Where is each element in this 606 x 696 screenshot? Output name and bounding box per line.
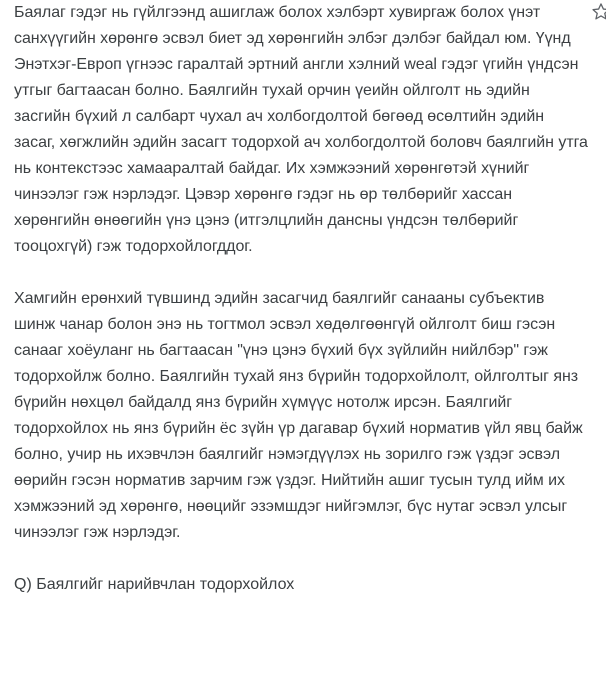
- paragraph-2: Хамгийн ерөнхий түвшинд эдийн засагчид баялгийг санааны субъектив шинж чанар болон энэ нь тогтмол эсвэл хөдөлгөөнгүй ойлголт биш гэсэн санааг хоёуланг нь багтаасан "үнэ цэнэ бүхий бүх зүйлийн нийлбэр" гэж тодорхойлж болно. Баялгийн тухай янз бүрийн тодорхойлолт, ойлголтыг янз бүрийн нөхцөл байдалд янз бүрийн хүмүүс нотолж ирсэн. Баялгийг тодорхойлох нь янз бүрийн ёс зүйн үр дагавар бүхий норматив үйл явц байж болно, учир нь ихэвчлэн баялгийг нэмэгдүүлэх нь зорилго гэж үздэг эсвэл өөрийн гэсэн норматив зарчим гэж үздэг. Нийтийн ашиг тусын тулд ийм их хэмжээний эд хөрөнгө, нөөцийг эзэмшдэг нийгэмлэг, бүс нутаг эсвэл улсыг чинээлэг гэж нэрлэдэг.: [14, 290, 583, 541]
- star-icon[interactable]: [590, 1, 606, 23]
- paragraph-1: Баялаг гэдэг нь гүйлгээнд ашиглаж болох хэлбэрт хувиргаж болох үнэт санхүүгийн хөрөнгө эсвэл биет эд хөрөнгийн элбэг дэлбэг байдал юм. Үүнд Энэтхэг-Европ үгнээс гаралтай эртний англи хэлний weal гэдэг үгийн үндсэн утгыг багтаасан болно. Баялгийн тухай орчин үеийн ойлголт нь эдийн засгийн бүхий л салбарт чухал ач холбогдолтой бөгөөд өсөлтийн эдийн засаг, хөгжлийн эдийн засагт тодорхой ач холбогдолтой боловч баялгийн утга нь контекстээс хамааралтай байдаг. Их хэмжээний хөрөнгөтэй хүнийг чинээлэг гэж нэрлэдэг. Цэвэр хөрөнгө гэдэг нь өр төлбөрийг хассан хөрөнгийн өнөөгийн үнэ цэнэ (итгэлцлийн дансны үндсэн төлбөрийг тооцохгүй) гэж тодорхойлогддог.: [14, 4, 588, 255]
- article: [14, 0, 588, 598]
- star-outline-icon: [590, 1, 606, 23]
- question-label: Q) Баялгийг нарийвчлан тодорхойлох: [14, 576, 295, 593]
